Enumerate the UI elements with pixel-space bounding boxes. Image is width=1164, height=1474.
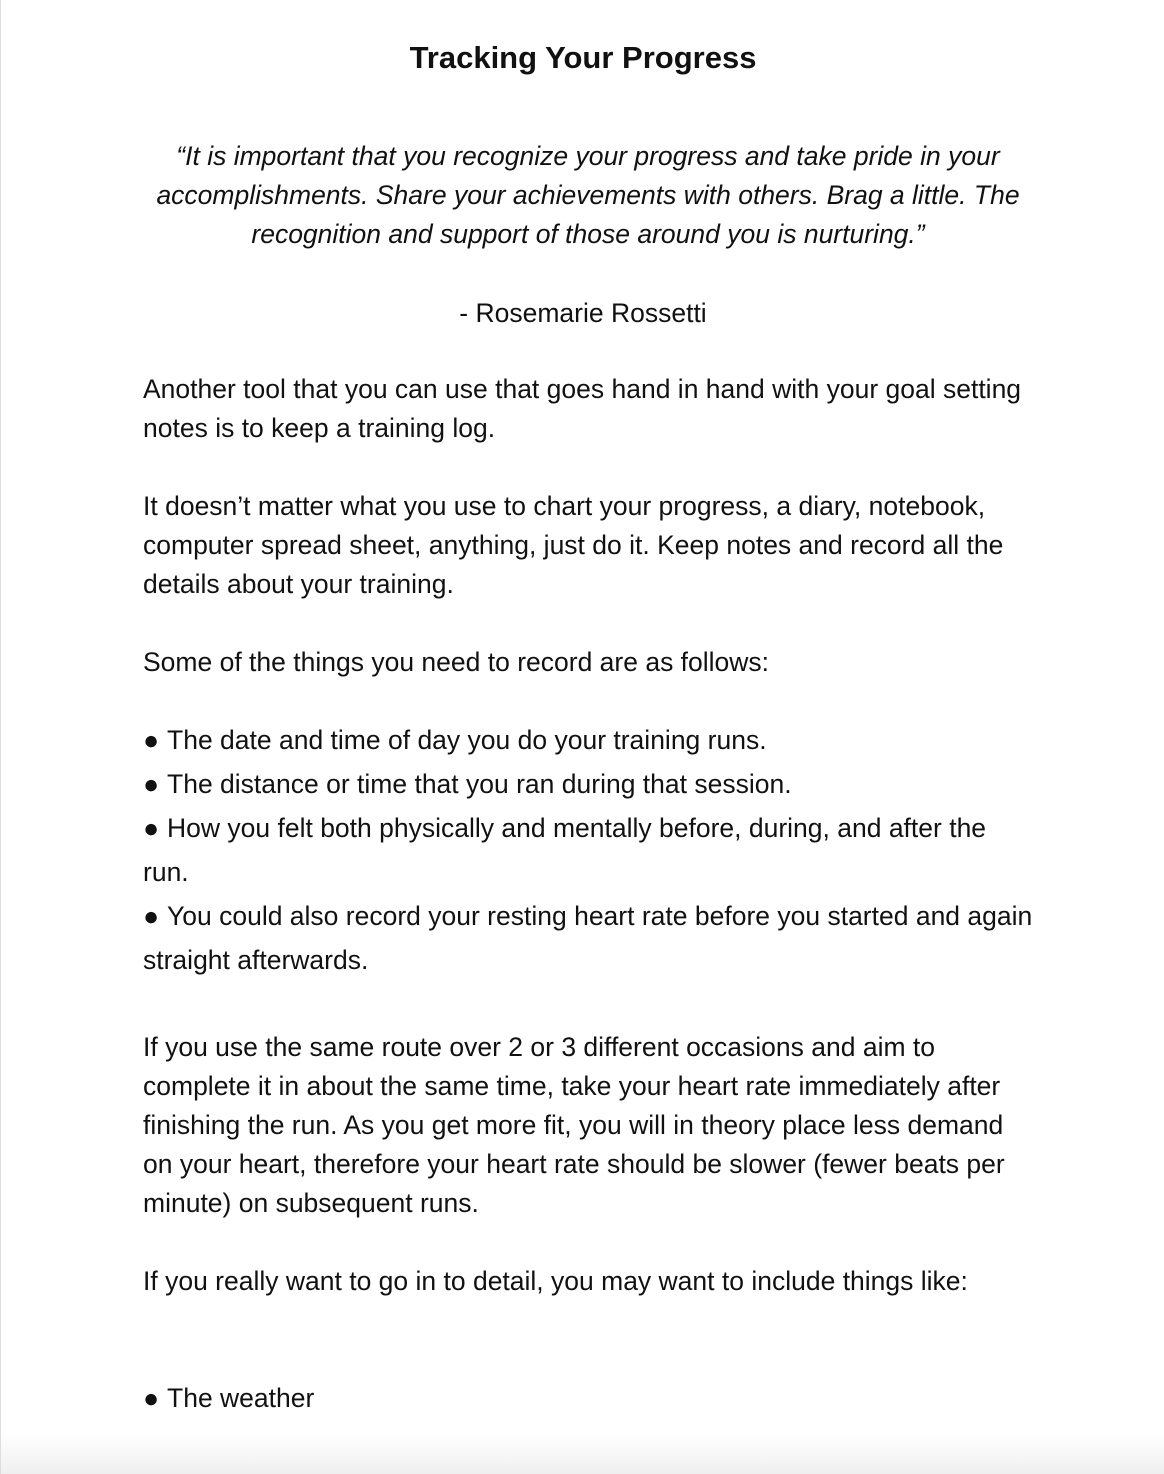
paragraph-heart-rate: If you use the same route over 2 or 3 different occasions and aim to complete it in about the same time, take your heart rate immediately after finishing the run. As you get more fit, you will in theory place less demand on your heart, therefore your heart rate should be slower (fewer beats per minute) on subsequent runs. [143, 1032, 1005, 1218]
bullet-icon: ● [143, 769, 160, 799]
paragraph-training-log: Another tool that you can use that goes hand in hand with your goal setting notes is to keep a training log. [143, 374, 1022, 443]
record-list [143, 718, 1033, 982]
list-item-text: How you felt both physically and mentally before, during, and after the run. [143, 813, 987, 887]
list-item-text: The distance or time that you ran during that session. [167, 769, 792, 799]
bullet-icon: ● [143, 1383, 160, 1413]
list-item [143, 1376, 1033, 1420]
list-item-text: The date and time of day you do your training runs. [167, 725, 767, 755]
list-item-text: The weather [167, 1383, 315, 1413]
page-title: Tracking Your Progress [409, 40, 757, 75]
quote-attribution: - Rosemarie Rossetti [459, 298, 707, 328]
list-item [143, 894, 1033, 982]
bullet-icon: ● [143, 901, 160, 931]
list-item [143, 762, 1033, 806]
paragraph-chart-progress: It doesn’t matter what you use to chart your progress, a diary, notebook, computer spread sheet, anything, just do it. Keep notes and record all the details about your training. [143, 491, 1004, 599]
list-item [143, 806, 1033, 894]
list-item-text: You could also record your resting heart rate before you started and again straight afterwards. [143, 901, 1033, 975]
detail-list [143, 1376, 1033, 1420]
page-bottom-shadow [1, 1434, 1164, 1474]
paragraph-things-to-record: Some of the things you need to record are as follows: [143, 647, 770, 677]
bullet-icon: ● [143, 725, 160, 755]
quote-text: “It is important that you recognize your progress and take pride in your accomplishments. Share your achievements with others. Brag a little. The recognition and support of those around you is nurturing.” [156, 141, 1020, 249]
list-item [143, 718, 1033, 762]
bullet-icon: ● [143, 813, 160, 843]
paragraph-detail: If you really want to go in to detail, you may want to include things like: [143, 1266, 968, 1296]
